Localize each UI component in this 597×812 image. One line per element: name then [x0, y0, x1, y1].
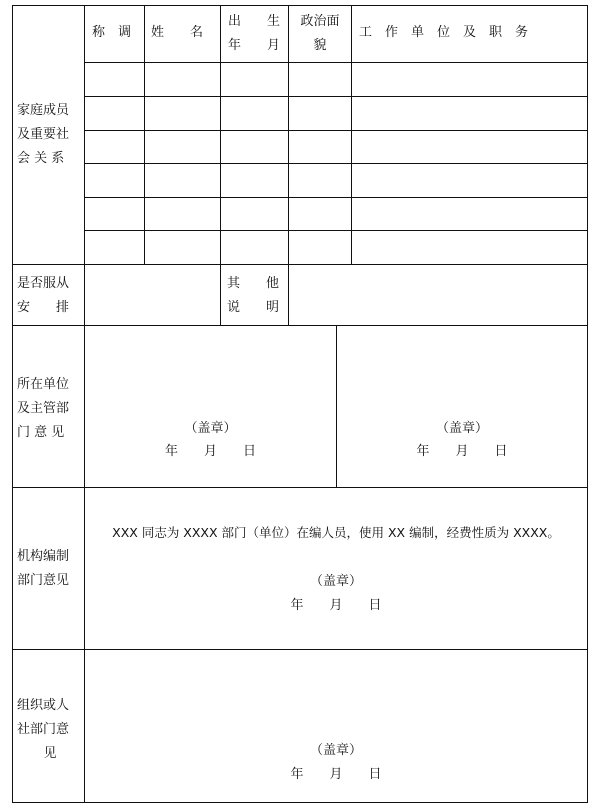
family-row-line: [84, 197, 588, 198]
family-row-line: [84, 163, 588, 164]
label-line: 安 排: [17, 300, 70, 315]
header-work: 工 作 单 位 及 职 务: [359, 25, 529, 40]
family-row-line: [84, 130, 588, 131]
label-line: 及主管部: [17, 401, 70, 416]
other-label: [227, 272, 279, 320]
org-seal: （盖章）: [309, 743, 362, 758]
family-row-line: [84, 230, 588, 231]
header-birth: [228, 10, 280, 58]
label-line: 见: [43, 746, 57, 761]
staffing-label: [17, 545, 69, 593]
label-line: 家庭成员: [17, 103, 70, 118]
unit-right-date: 年 月 日: [416, 444, 508, 459]
family-col-divider-1: [144, 5, 145, 265]
table-border-top: [12, 5, 588, 6]
header-political-line: 政治面: [300, 14, 340, 29]
header-birth-line: 出 生: [228, 14, 281, 29]
unit-label: [17, 373, 69, 445]
header-title: 称 调: [92, 25, 132, 40]
unit-right-seal: （盖章）: [435, 421, 488, 436]
staffing-seal: （盖章）: [309, 574, 362, 589]
header-name: 姓 名: [151, 25, 204, 40]
label-line: 其 他: [227, 276, 280, 291]
label-line: 机构编制: [17, 549, 70, 564]
obey-label: [17, 272, 69, 320]
staffing-statement: XXX 同志为 XXXX 部门（单位）在编人员，使用 XX 编制，经费性质为 XXXX。: [112, 525, 560, 540]
family-row-line: [84, 96, 588, 97]
family-col-divider-2: [220, 5, 221, 326]
section-separator: [12, 649, 588, 650]
family-row-line: [84, 62, 588, 63]
staffing-date: 年 月 日: [290, 598, 382, 613]
family-col-divider-3: [288, 5, 289, 326]
section-separator: [12, 264, 588, 265]
org-label: [17, 694, 83, 766]
table-border-left: [12, 5, 13, 803]
family-col-divider-4: [351, 5, 352, 265]
header-political: [292, 10, 348, 58]
label-line: 部门意见: [17, 573, 70, 588]
label-line: 组织或人: [17, 698, 70, 713]
label-line: 门 意 见: [17, 425, 65, 440]
label-line: 是否服从: [17, 276, 70, 291]
unit-opinion-divider: [336, 325, 337, 488]
label-line: 及重要社: [17, 127, 70, 142]
label-column-divider: [84, 5, 85, 803]
label-line: 所在单位: [17, 377, 70, 392]
table-border-bottom: [12, 802, 588, 803]
org-date: 年 月 日: [290, 767, 382, 782]
section-separator: [12, 487, 588, 488]
label-line: 会 关 系: [17, 151, 65, 166]
unit-left-date: 年 月 日: [164, 444, 256, 459]
label-line: 社部门意: [17, 722, 70, 737]
header-birth-line: 年 月: [228, 38, 281, 53]
table-border-right: [587, 5, 588, 803]
header-political-line: 貌: [313, 38, 327, 53]
section-separator: [12, 325, 588, 326]
label-line: 说 明: [227, 300, 280, 315]
family-section-label: [17, 99, 83, 171]
unit-left-seal: （盖章）: [184, 421, 237, 436]
